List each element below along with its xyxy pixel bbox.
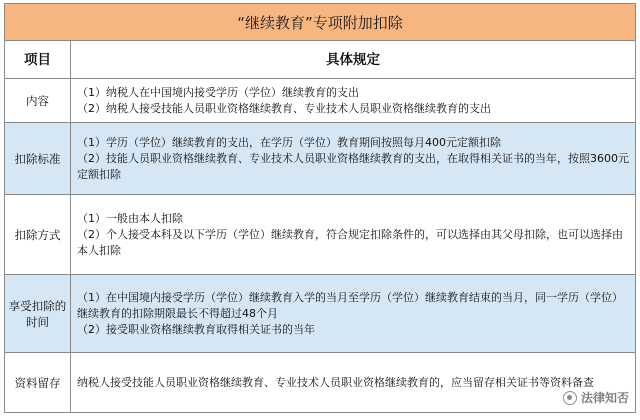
deduction-table (4, 3, 636, 413)
row-text (71, 275, 635, 352)
row-line: （2）纳税人接受技能人员职业资格继续教育、专业技术人员职业资格继续教育的支出 (77, 101, 491, 115)
row-text (71, 123, 635, 194)
row-line: （2）接受职业资格继续教育取得相关证书的当年 (77, 322, 315, 336)
table-row-records (5, 353, 635, 413)
row-text (71, 79, 635, 122)
row-text (71, 195, 635, 274)
row-line: （1）纳税人在中国境内接受学历（学位）继续教育的支出 (77, 85, 359, 99)
row-label: 扣除标准 (5, 123, 71, 194)
table-row-period (5, 275, 635, 353)
watermark (563, 389, 629, 406)
row-label: 享受扣除的时间 (5, 275, 71, 352)
table-row-method (5, 195, 635, 275)
table-row-content (5, 79, 635, 123)
row-line: 纳税人接受技能人员职业资格继续教育、专业技术人员职业资格继续教育的，应当留存相关证书等资料备查 (77, 375, 594, 389)
table-row-standard (5, 123, 635, 195)
row-line: （2）个人接受本科及以下学历（学位）继续教育，符合规定扣除条件的，可以选择由其父母扣除，也可以选择由本人扣除 (77, 227, 623, 257)
row-text (71, 353, 635, 412)
header-rules: 具体规定 (326, 51, 380, 68)
header-row (5, 41, 635, 79)
row-label: 扣除方式 (5, 195, 71, 274)
row-line: （2）技能人员职业资格继续教育、专业技术人员职业资格继续教育的支出，在取得相关证书的当年，按照3600元定额扣除 (77, 151, 629, 181)
row-label: 内容 (5, 79, 71, 122)
watermark-text: 法律知否 (580, 391, 629, 405)
row-line: （1）在中国境内接受学历（学位）继续教育入学的当月至学历（学位）继续教育结束的当月，同一学历（学位）继续教育的扣除期限最长不得超过48个月 (77, 290, 623, 320)
header-item: 项目 (5, 41, 71, 78)
row-line: （1）学历（学位）继续教育的支出，在学历（学位）教育期间按照每月400元定额扣除 (77, 135, 501, 149)
table-title: “继续教育”专项附加扣除 (5, 4, 635, 41)
row-label: 资料留存 (5, 353, 71, 412)
wechat-channel-icon (563, 391, 577, 405)
row-line: （1）一般由本人扣除 (77, 211, 183, 225)
